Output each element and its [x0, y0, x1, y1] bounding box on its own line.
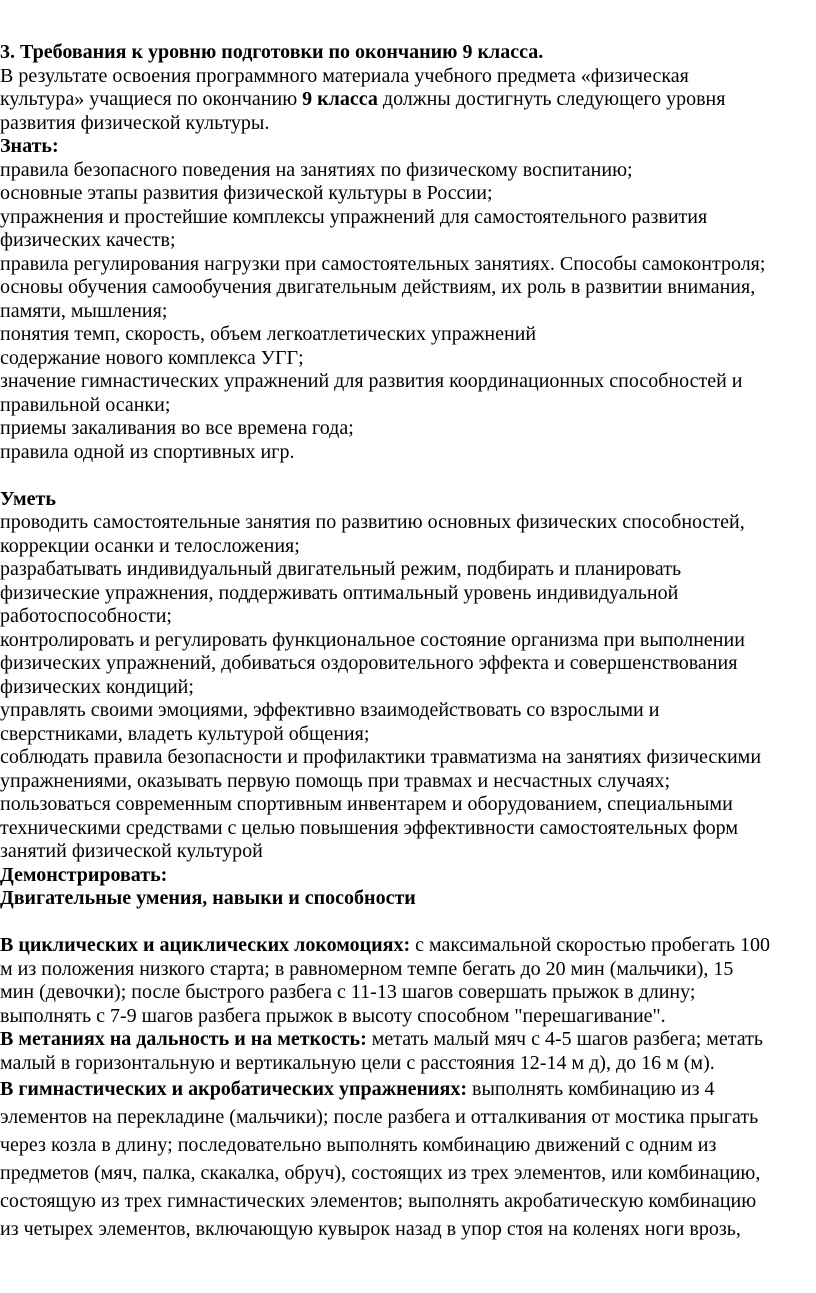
- able-line: проводить самостоятельные занятия по развитию основных физических способностей,: [0, 511, 745, 533]
- able-title: Уметь: [0, 487, 56, 510]
- cyclic-line-4: выполнять с 7-9 шагов разбега прыжок в высоту способном "перешагивание".: [0, 1004, 666, 1027]
- demo-subtitle: Двигательные умения, навыки и способности: [0, 887, 416, 909]
- intro-line-2-post: должны достигнуть следующего уровня: [377, 88, 726, 110]
- able-line: работоспособности;: [0, 605, 172, 627]
- blank-line: [0, 911, 812, 935]
- cyclic-label: В циклических и ациклических локомоциях:: [0, 934, 411, 956]
- able-line: управлять своими эмоциями, эффективно взаимодействовать со взрослыми и: [0, 699, 660, 721]
- able-line: разрабатывать индивидуальный двигательный режим, подбирать и планировать: [0, 558, 682, 580]
- able-line: пользоваться современным спортивным инвентарем и оборудованием, специальными: [0, 793, 733, 815]
- gym-line-1: [0, 1075, 812, 1103]
- gym-text: выполнять комбинацию из 4: [467, 1078, 715, 1100]
- cyclic-line-3: мин (девочки); после быстрого разбега с 11-13 шагов совершать прыжок в длину;: [0, 981, 696, 1003]
- know-line: значение гимнастических упражнений для развития координационных способностей и: [0, 370, 743, 392]
- know-line: правила одной из спортивных игр.: [0, 440, 295, 463]
- know-line: содержание нового комплекса УГГ;: [0, 346, 304, 369]
- able-line: упражнениями, оказывать первую помощь при травмах и несчастных случаях;: [0, 769, 671, 792]
- know-line: правила регулирования нагрузки при самостоятельных занятиях. Способы самоконтроля;: [0, 252, 766, 275]
- know-line: основы обучения самообучения двигательным действиям, их роль в развитии внимания,: [0, 276, 756, 298]
- able-line: занятий физической культурой: [0, 840, 263, 862]
- gym-line-6: из четырех элементов, включающую кувырок назад в упор стоя на коленях ноги врозь,: [0, 1218, 741, 1240]
- cyclic-text: с максимальной скоростью пробегать 100: [410, 934, 770, 956]
- cyclic-line-1: [0, 934, 812, 958]
- know-line: памяти, мышления;: [0, 299, 168, 322]
- know-line: физических качеств;: [0, 229, 176, 251]
- able-line: физических упражнений, добиваться оздоровительного эффекта и совершенствования: [0, 652, 738, 674]
- throwing-line-1: [0, 1028, 812, 1052]
- able-line: коррекции осанки и телосложения;: [0, 534, 300, 557]
- able-list: [0, 511, 812, 864]
- gym-line-4: предметов (мяч, палка, скакалка, обруч), состоящих из трех элементов, или комбинацию,: [0, 1162, 761, 1184]
- know-line: понятия темп, скорость, объем легкоатлетических упражнений: [0, 323, 537, 345]
- intro-line-2-pre: культура» учащиеся по окончанию: [0, 88, 303, 110]
- document-page: [0, 41, 812, 1243]
- intro-line-2: [0, 88, 812, 112]
- cyclic-line-2: м из положения низкого старта; в равномерном темпе бегать до 20 мин (мальчики), 15: [0, 957, 734, 980]
- throwing-line-2: малый в горизонтальную и вертикальную цели с расстояния 12-14 м д), до 16 м (м).: [0, 1051, 715, 1074]
- throwing-label: В метаниях на дальность и на меткость:: [0, 1028, 367, 1050]
- gym-line-5: состоящую из трех гимнастических элементов; выполнять акробатическую комбинацию: [0, 1190, 757, 1212]
- gym-line-2: элементов на перекладине (мальчики); после разбега и отталкивания от мостика прыгать: [0, 1106, 759, 1128]
- able-line: физические упражнения, поддерживать оптимальный уровень индивидуальной: [0, 581, 679, 604]
- section-heading: 3. Требования к уровню подготовки по окончанию 9 класса.: [0, 41, 544, 63]
- blank-line: [0, 464, 812, 488]
- know-line: основные этапы развития физической культуры в России;: [0, 182, 493, 204]
- know-line: правила безопасного поведения на занятиях по физическому воспитанию;: [0, 158, 633, 181]
- able-line: сверстниками, владеть культурой общения;: [0, 722, 370, 745]
- throwing-text: метать малый мяч с 4-5 шагов разбега; метать: [366, 1028, 764, 1050]
- know-line: приемы закаливания во все времена года;: [0, 417, 354, 439]
- know-line: упражнения и простейшие комплексы упражнений для самостоятельного развития: [0, 205, 708, 228]
- intro-line-3: развития физической культуры.: [0, 111, 270, 134]
- know-list: [0, 159, 812, 465]
- gym-label: В гимнастических и акробатических упражнениях:: [0, 1078, 468, 1100]
- know-title: Знать:: [0, 135, 59, 157]
- able-line: соблюдать правила безопасности и профилактики травматизма на занятиях физическими: [0, 746, 762, 768]
- able-line: техническими средствами с целью повышения эффективности самостоятельных форм: [0, 816, 739, 839]
- know-line: правильной осанки;: [0, 393, 171, 416]
- able-line: физических кондиций;: [0, 675, 194, 698]
- intro-line-1: В результате освоения программного материала учебного предмета «физическая: [0, 64, 689, 87]
- able-line: контролировать и регулировать функциональное состояние организма при выполнении: [0, 628, 745, 651]
- gym-line-3: через козла в длину; последовательно выполнять комбинацию движений с одним из: [0, 1134, 717, 1156]
- demo-title: Демонстрировать:: [0, 863, 168, 886]
- intro-grade-bold: 9 класса: [302, 88, 378, 110]
